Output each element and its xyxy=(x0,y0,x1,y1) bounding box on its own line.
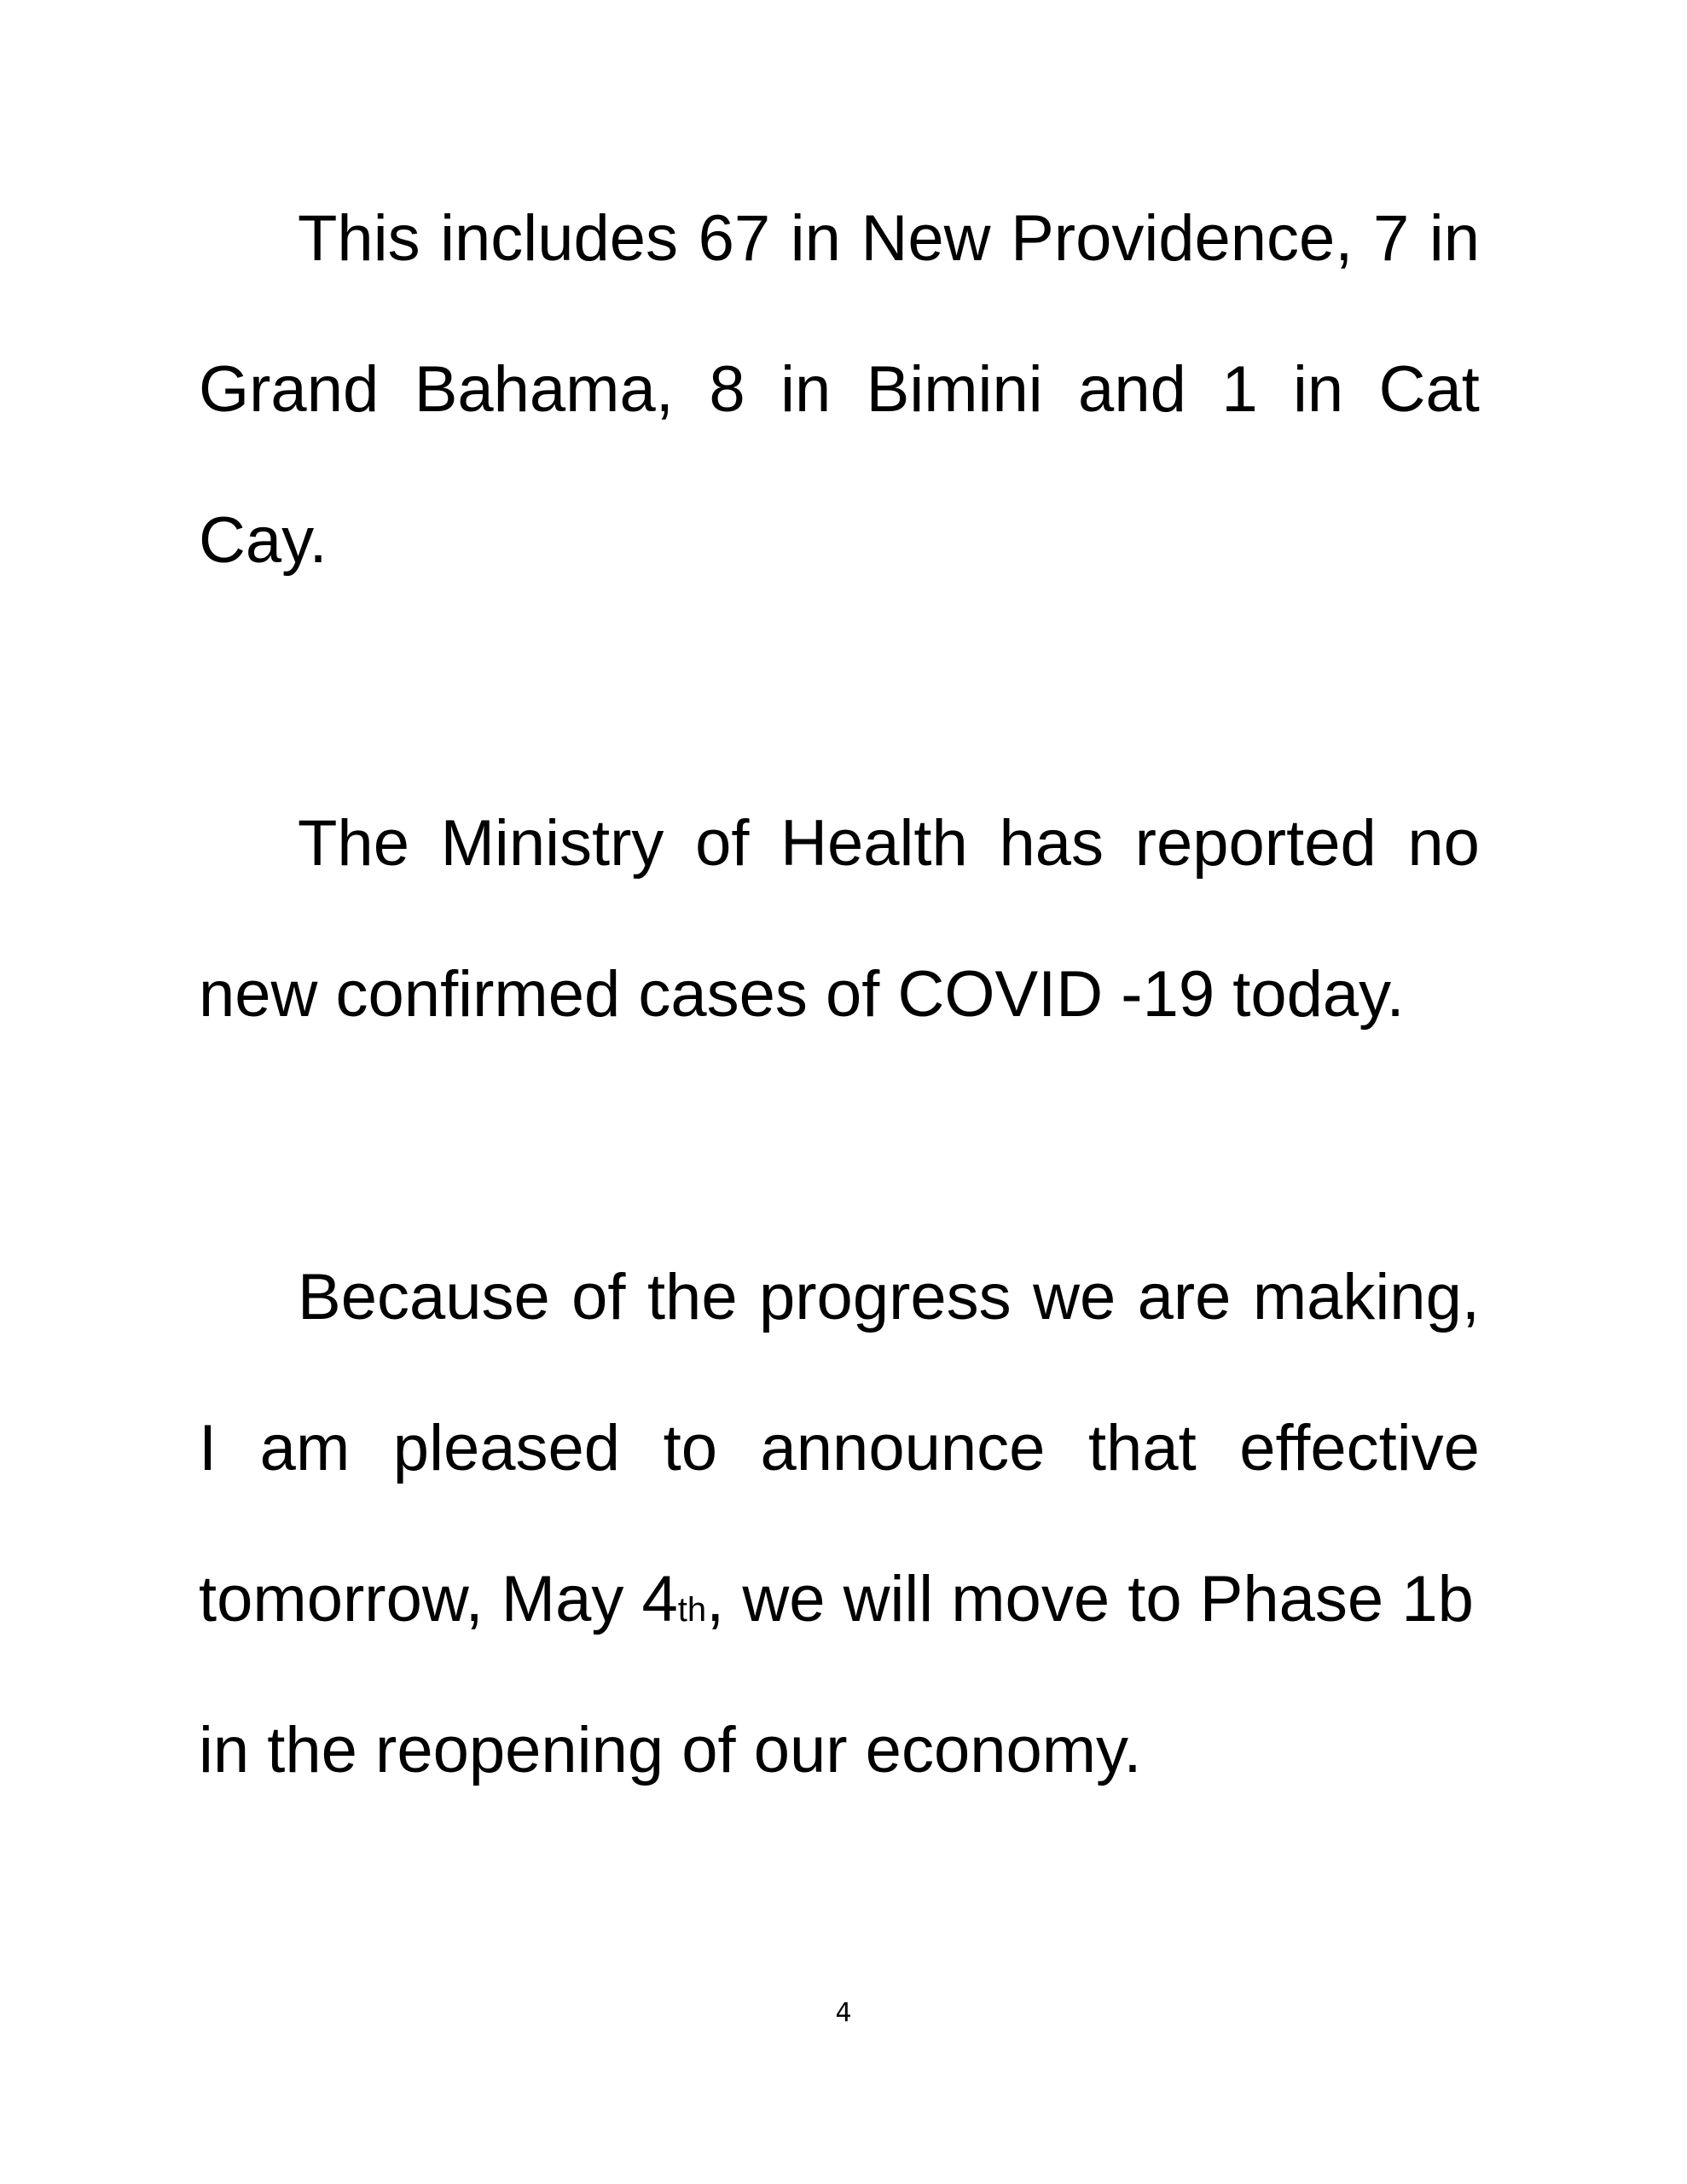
paragraph-1-line-2 xyxy=(199,351,1480,428)
line-text-before: tomorrow, May 4 xyxy=(199,1563,678,1635)
word: This xyxy=(298,202,420,275)
word: and xyxy=(1078,353,1186,426)
word: we xyxy=(1033,1261,1116,1333)
word: the xyxy=(646,1261,738,1333)
paragraph-1-line-3: Cay. xyxy=(199,504,328,577)
word: of xyxy=(695,807,750,880)
word: 8 xyxy=(709,353,745,426)
word: Providence, xyxy=(1011,202,1354,275)
word: announce xyxy=(760,1412,1046,1484)
word: Grand xyxy=(199,353,380,426)
word: Health xyxy=(780,807,968,880)
paragraph-3-line-3 xyxy=(199,1561,1480,1638)
word: Bimini xyxy=(866,353,1043,426)
word: 1 xyxy=(1221,353,1258,426)
word: are xyxy=(1137,1261,1232,1333)
word: 67 xyxy=(698,202,771,275)
word: am xyxy=(259,1412,351,1484)
paragraph-1-line-1 xyxy=(199,200,1480,277)
word: in xyxy=(780,353,832,426)
line-text-after: , we will move to Phase 1b xyxy=(706,1563,1474,1635)
word: 7 xyxy=(1372,202,1410,275)
word: in xyxy=(1293,353,1344,426)
word: making, xyxy=(1252,1261,1480,1333)
word: Because xyxy=(298,1261,550,1333)
page-number: 4 xyxy=(835,1998,852,2028)
word: The xyxy=(298,807,409,880)
word: includes xyxy=(440,202,678,275)
paragraph-2-line-2: new confirmed cases of COVID -19 today. xyxy=(199,958,1405,1031)
word: reported xyxy=(1134,807,1377,880)
paragraph-3-line-1 xyxy=(199,1259,1480,1336)
word: of xyxy=(571,1261,626,1333)
paragraph-3-line-4: in the reopening of our economy. xyxy=(199,1714,1142,1786)
word: effective xyxy=(1239,1412,1480,1484)
word: in xyxy=(1429,202,1480,275)
word: Bahama, xyxy=(414,353,674,426)
word: I xyxy=(199,1412,217,1484)
word: has xyxy=(999,807,1104,880)
ordinal-suffix: th xyxy=(677,1591,707,1629)
word: no xyxy=(1407,807,1480,880)
word: in xyxy=(790,202,841,275)
word: to xyxy=(663,1412,717,1484)
word: that xyxy=(1087,1412,1197,1484)
word: progress xyxy=(758,1261,1012,1333)
paragraph-3-line-2 xyxy=(199,1410,1480,1487)
word: Ministry xyxy=(440,807,664,880)
word: Cat xyxy=(1378,353,1480,426)
paragraph-2-line-1 xyxy=(199,805,1480,882)
word: pleased xyxy=(392,1412,621,1484)
word: New xyxy=(861,202,991,275)
